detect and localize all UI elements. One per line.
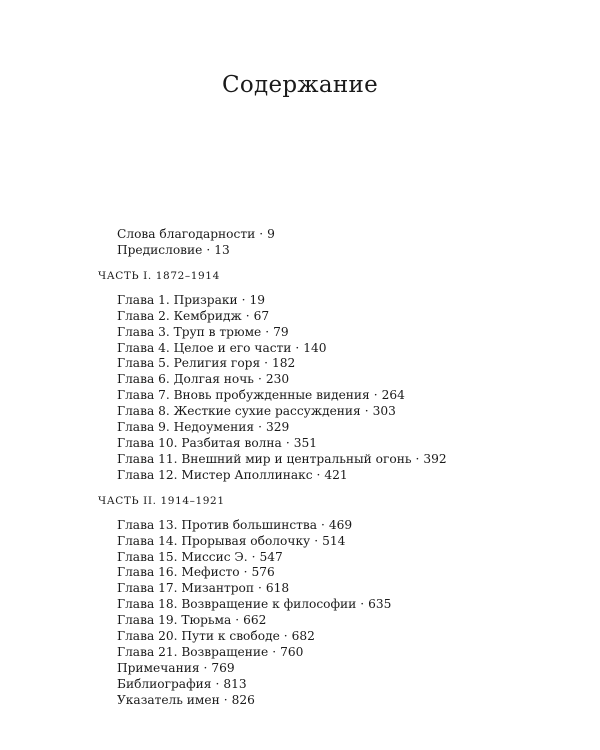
- entry-label: Библиография: [117, 676, 212, 691]
- toc-entry-chapter: Глава 3. Труп в трюме · 79: [117, 324, 289, 339]
- entry-page: 421: [324, 467, 348, 482]
- entry-label: Глава 8. Жесткие сухие рассуждения: [117, 404, 361, 419]
- entry-label: Глава 12. Мистер Аполлинакс: [117, 467, 313, 482]
- entry-page: 329: [265, 420, 290, 435]
- toc-entry-chapter: Глава 10. Разбитая волна · 351: [117, 435, 317, 450]
- entry-label: Глава 5. Религия горя: [117, 356, 261, 371]
- toc-entry-chapter: Глава 7. Вновь пробужденные видения · 264: [117, 388, 405, 403]
- entry-label: Глава 11. Внешний мир и центральный огонь: [117, 451, 412, 466]
- toc-entry-acknowledgements: Слова благодарности · 9: [117, 227, 275, 241]
- part-years: 1872–1914: [155, 269, 220, 282]
- entry-label: Глава 15. Миссис Э.: [117, 549, 248, 564]
- entry-label: Глава 17. Мизантроп: [117, 581, 254, 596]
- entry-label: Глава 14. Прорывая оболочку: [117, 533, 311, 548]
- entry-page: 635: [368, 597, 392, 612]
- toc-entry-chapter: Глава 21. Возвращение · 760: [117, 644, 304, 659]
- toc-entry-chapter: Глава 6. Долгая ночь · 230: [117, 372, 290, 387]
- toc-entry-chapter: Глава 4. Целое и его части · 140: [117, 340, 327, 355]
- entry-page: 351: [293, 435, 317, 450]
- toc-entry-chapter: Глава 11. Внешний мир и центральный огонь · 392: [117, 451, 447, 466]
- entry-label: Глава 18. Возвращение к философии: [117, 597, 357, 612]
- toc-entry-chapter: Глава 5. Религия горя · 182: [117, 356, 296, 371]
- page-title: Содержание: [221, 72, 379, 98]
- entry-page: 547: [259, 549, 283, 564]
- entry-label: Глава 21. Возвращение: [117, 644, 269, 659]
- entry-page: 13: [214, 242, 230, 257]
- entry-page: 618: [265, 581, 290, 596]
- entry-label: Предисловие: [117, 242, 203, 257]
- entry-label: Глава 16. Мефисто: [117, 565, 240, 580]
- part-years: 1914–1921: [160, 494, 225, 507]
- toc-entry-bibliography: Библиография · 813: [117, 676, 247, 691]
- entry-label: Глава 3. Труп в трюме: [117, 324, 262, 339]
- part-heading-1: [98, 269, 518, 283]
- entry-label: Слова благодарности: [117, 227, 256, 241]
- toc-entry-chapter: Глава 18. Возвращение к философии · 635: [117, 597, 392, 612]
- entry-page: 662: [243, 613, 267, 628]
- entry-page: 67: [253, 308, 270, 323]
- entry-page: 769: [211, 660, 235, 675]
- entry-page: 140: [303, 340, 327, 355]
- entry-label: Глава 1. Призраки: [117, 292, 238, 307]
- toc-entry-chapter: Глава 8. Жесткие сухие рассуждения · 303: [117, 404, 396, 419]
- toc-entry-index: Указатель имен · 826: [117, 692, 255, 707]
- toc-entry-chapter: Глава 15. Миссис Э. · 547: [117, 549, 283, 564]
- entry-page: 79: [273, 324, 289, 339]
- entry-page: 182: [272, 356, 296, 371]
- entry-page: 514: [322, 533, 346, 548]
- entry-page: 682: [291, 629, 315, 644]
- table-of-contents: [98, 227, 518, 709]
- entry-page: 576: [251, 565, 275, 580]
- toc-entry-chapter: Глава 14. Прорывая оболочку · 514: [117, 533, 346, 548]
- toc-entry-chapter: Глава 17. Мизантроп · 618: [117, 581, 290, 596]
- entry-page: 760: [280, 644, 304, 659]
- toc-entry-chapter: Глава 2. Кембридж · 67: [117, 308, 270, 323]
- toc-entry-chapter: Глава 20. Пути к свободе · 682: [117, 629, 315, 644]
- entry-label: Указатель имен: [117, 692, 220, 707]
- entry-page: 826: [231, 692, 255, 707]
- entry-label: Примечания: [117, 660, 200, 675]
- part-label: ЧАСТЬ II.: [98, 494, 157, 507]
- toc-entry-chapter: Глава 13. Против большинства · 469: [117, 517, 353, 532]
- entry-label: Глава 9. Недоумения: [117, 420, 255, 435]
- entry-label: Глава 4. Целое и его части: [117, 340, 292, 355]
- toc-entry-preface: Предисловие · 13: [117, 242, 230, 257]
- toc-entry-chapter: Глава 9. Недоумения · 329: [117, 420, 290, 435]
- entry-page: 392: [423, 451, 447, 466]
- entry-page: 9: [267, 227, 275, 241]
- entry-page: 813: [223, 676, 247, 691]
- part-label: ЧАСТЬ I.: [98, 269, 152, 282]
- entry-label: Глава 6. Долгая ночь: [117, 372, 254, 387]
- toc-entry-chapter: Глава 19. Тюрьма · 662: [117, 613, 267, 628]
- entry-page: 230: [265, 372, 290, 387]
- toc-entry-notes: Примечания · 769: [117, 660, 235, 675]
- entry-label: Глава 20. Пути к свободе: [117, 629, 280, 644]
- entry-label: Глава 13. Против большинства: [117, 517, 318, 532]
- entry-page: 19: [249, 292, 265, 307]
- entry-page: 303: [372, 404, 396, 419]
- toc-entry-chapter: Глава 12. Мистер Аполлинакс · 421: [117, 467, 348, 482]
- entry-label: Глава 10. Разбитая волна: [117, 435, 282, 450]
- entry-label: Глава 2. Кембридж: [117, 308, 242, 323]
- toc-entry-chapter: Глава 1. Призраки · 19: [117, 292, 265, 307]
- part-heading-2: [98, 494, 518, 508]
- entry-label: Глава 7. Вновь пробужденные видения: [117, 388, 370, 403]
- entry-label: Глава 19. Тюрьма: [117, 613, 232, 628]
- entry-page: 469: [328, 517, 353, 532]
- toc-entry-chapter: Глава 16. Мефисто · 576: [117, 565, 275, 580]
- entry-page: 264: [381, 388, 405, 403]
